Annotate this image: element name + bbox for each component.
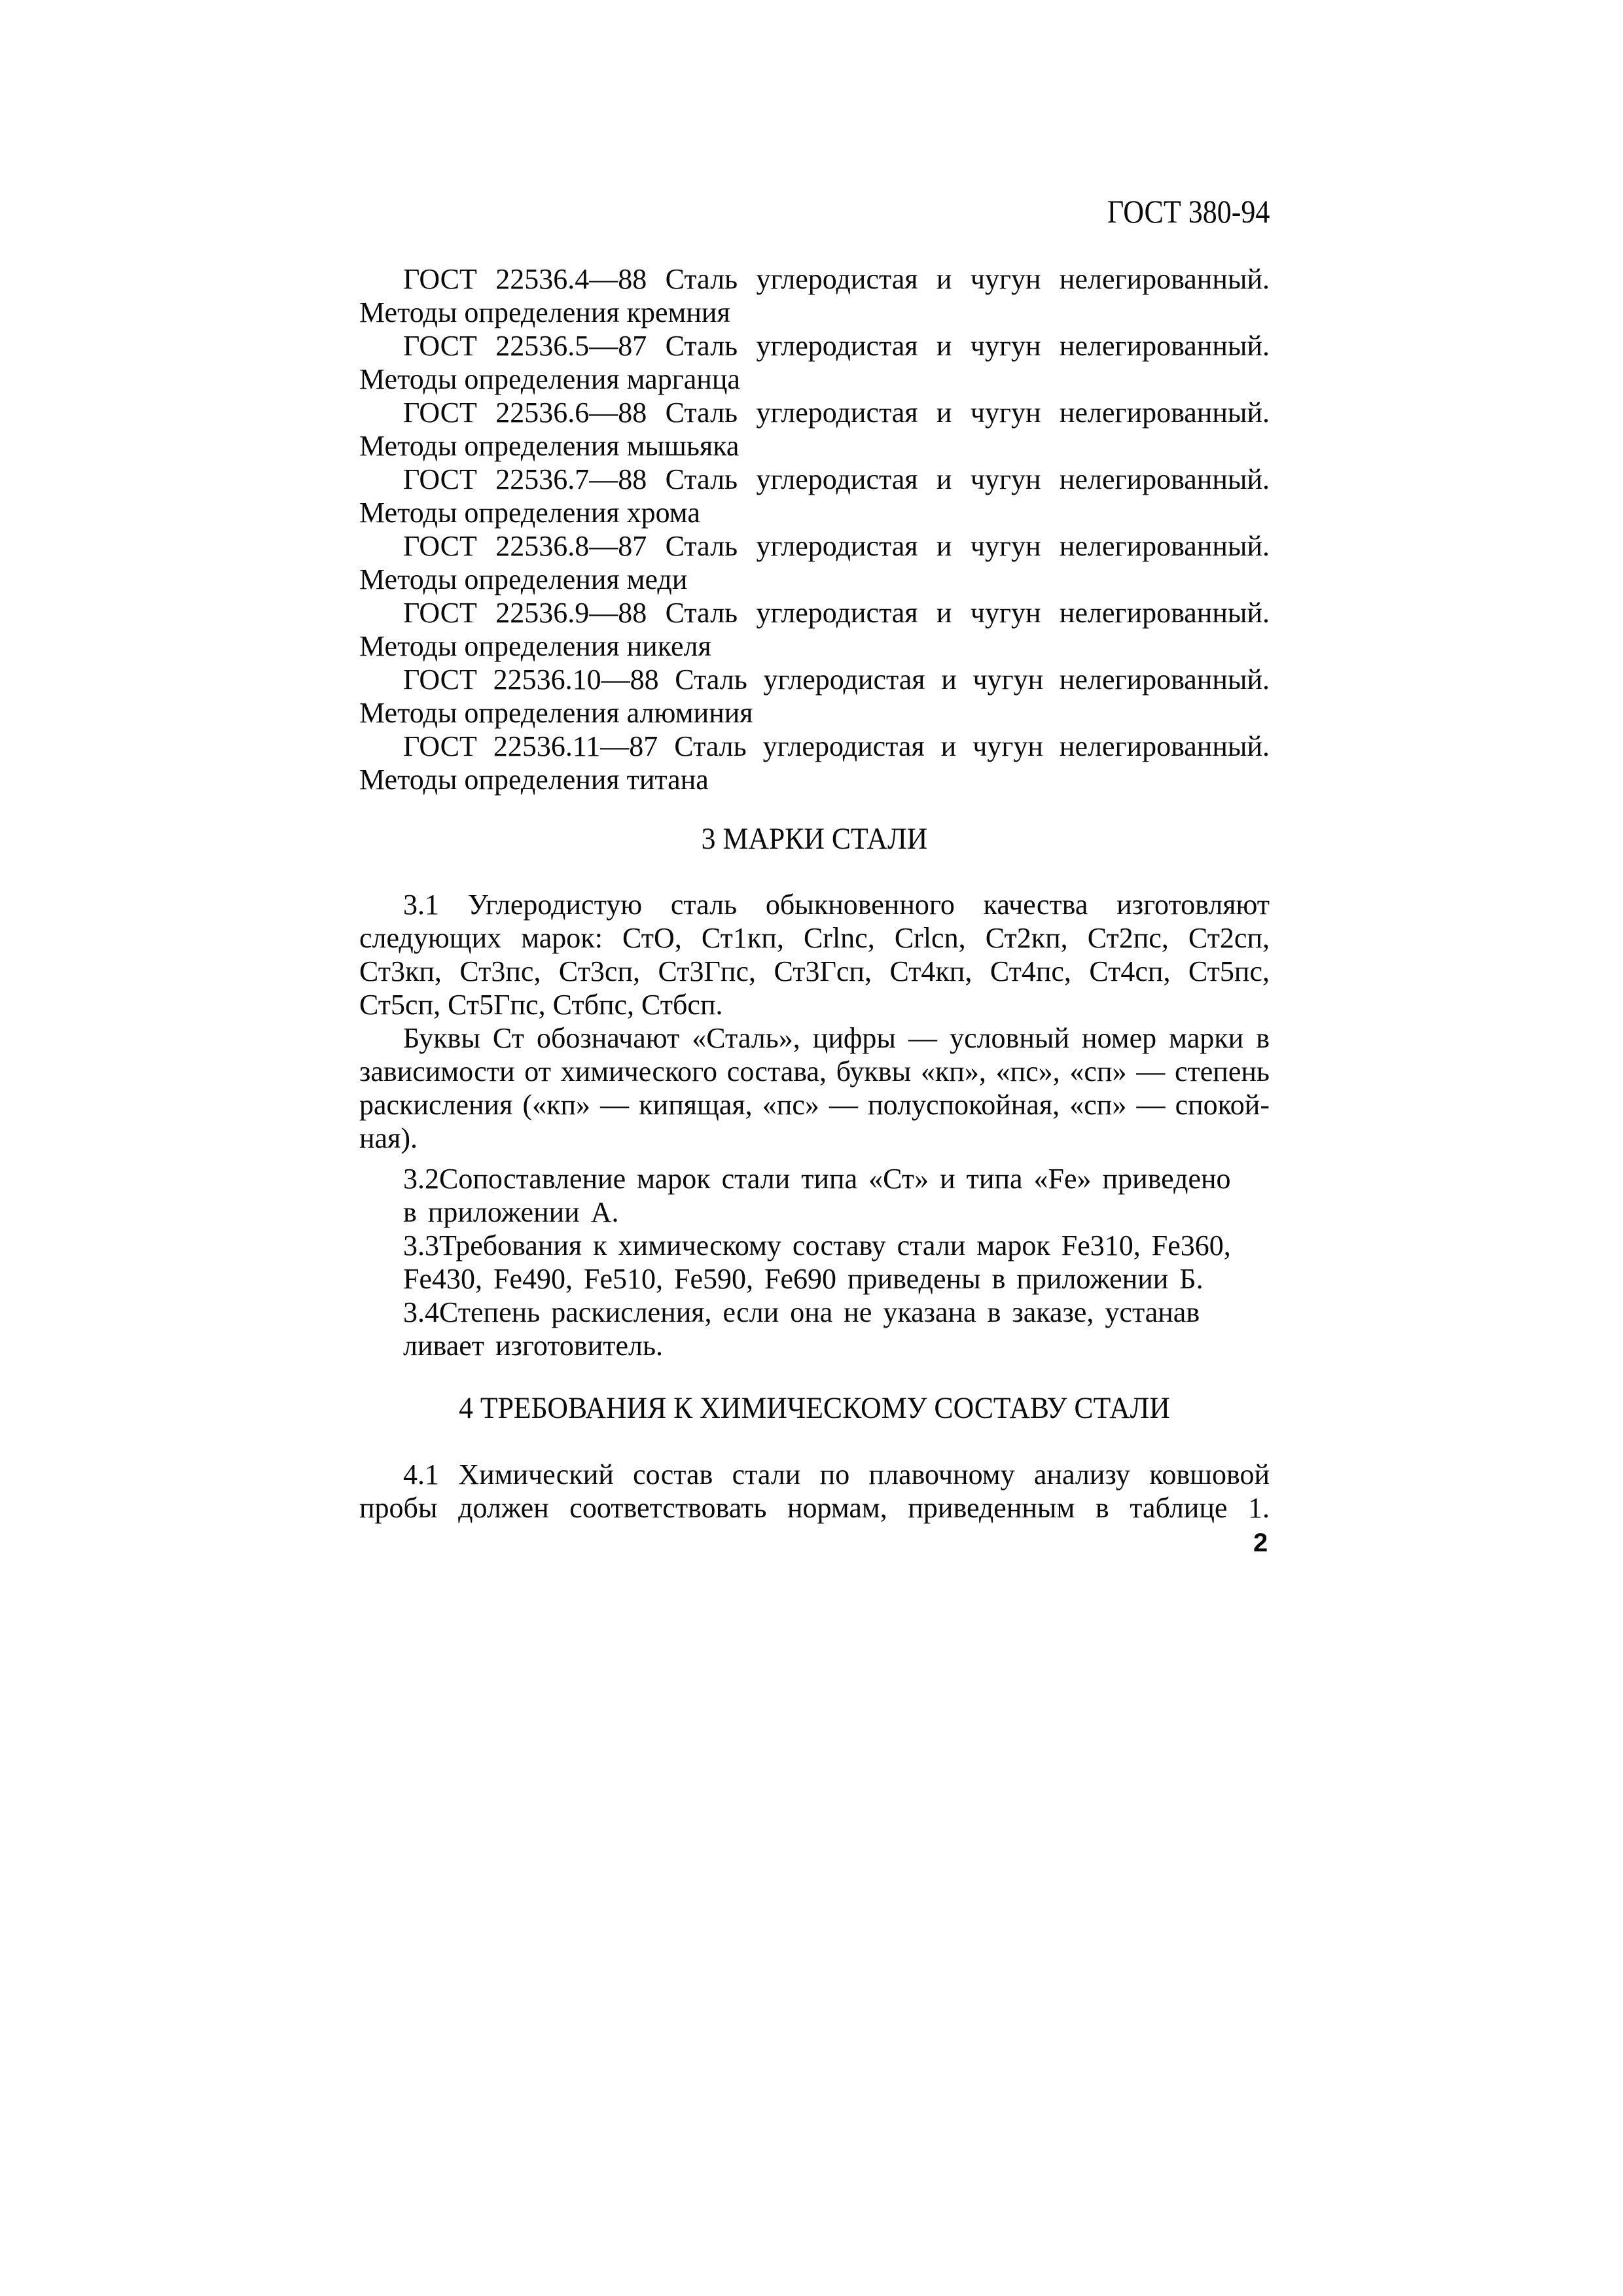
paragraph-line: 3.3Требования к химическому составу стали марок Fe310, Fe360, [403,1229,1231,1262]
paragraph-line: зависимости от химического состава, буквы «кп», «пс», «сп» — степень [359,1055,1270,1087]
reference-line: ГОСТ 22536.11—87 Сталь углеродистая и чугун нелегированный. [403,730,1270,762]
paragraph-line: 3.4Степень раскисления, если она не указана в заказе, устанав [403,1296,1200,1328]
reference-line: ГОСТ 22536.8—87 Сталь углеродистая и чугун нелегированный. [403,530,1270,562]
paragraph-line: 3.1 Углеродистую сталь обыкновенного качества изготовляют [403,889,1270,921]
reference-continuation-line: Методы определения никеля [359,630,711,662]
normative-references-list [359,262,1270,796]
section-3-1-paragraphs [359,888,1270,1155]
reference-line: ГОСТ 22536.4—88 Сталь углеродистая и чугун нелегированный. [403,263,1270,295]
reference-continuation-line: Методы определения меди [359,563,688,595]
reference-continuation-line: Методы определения алюминия [359,697,753,729]
reference-continuation-line: Методы определения хрома [359,497,700,529]
paragraph-line: Ст3кп, Ст3пс, Ст3сп, Ст3Гпс, Ст3Гсп, Ст4кп, Ст4пс, Ст4сп, Ст5пс, [359,955,1270,987]
paragraph-line: раскисления («кп» — кипящая, «пс» — полуспокойная, «сп» — спокой- [359,1089,1270,1121]
paragraph-line: Fe430, Fe490, Fe510, Fe590, Fe690 приведены в приложении Б. [403,1263,1204,1295]
page-number: 2 [1253,1528,1268,1557]
section-4-heading: 4 ТРЕБОВАНИЯ К ХИМИЧЕСКОМУ СОСТАВУ СТАЛИ [459,1391,1170,1425]
reference-continuation-line: Методы определения мышьяка [359,430,740,462]
paragraph-line: следующих марок: СтО, Ст1кп, Crlnc, Crlcn, Ст2кп, Ст2пс, Ст2сп, [359,922,1270,954]
paragraph-line: 4.1 Химический состав стали по плавочному анализу ковшовой [403,1458,1270,1491]
running-header-doc-code: ГОСТ 380-94 [1107,193,1270,230]
paragraph-line: ная). [359,1122,418,1154]
paragraph-line: Ст5сп, Ст5Гпс, Стбпс, Стбсп. [359,989,723,1021]
reference-continuation-line: Методы определения кремния [359,296,730,328]
paragraph-line: пробы должен соответствовать нормам, приведенным в таблице 1. [359,1492,1270,1524]
reference-line: ГОСТ 22536.7—88 Сталь углеродистая и чугун нелегированный. [403,463,1270,495]
reference-line: ГОСТ 22536.5—87 Сталь углеродистая и чугун нелегированный. [403,330,1270,362]
reference-line: ГОСТ 22536.9—88 Сталь углеродистая и чугун нелегированный. [403,597,1270,629]
reference-continuation-line: Методы определения марганца [359,363,740,395]
section-3-heading: 3 МАРКИ СТАЛИ [701,822,928,856]
reference-line: ГОСТ 22536.10—88 Сталь углеродистая и чугун нелегированный. [403,663,1270,696]
section-3-2-to-3-4-paragraphs [403,1162,1270,1362]
section-4-1-paragraph [359,1458,1270,1525]
paragraph-line: ливает изготовитель. [403,1330,664,1362]
paragraph-line: Буквы Ст обозначают «Сталь», цифры — условный номер марки в [403,1022,1270,1054]
reference-continuation-line: Методы определения титана [359,764,709,796]
paragraph-line: 3.2Сопоставление марок стали типа «Ст» и типа «Fe» приведено [403,1163,1231,1195]
reference-line: ГОСТ 22536.6—88 Сталь углеродистая и чугун нелегированный. [403,397,1270,429]
paragraph-line: в приложении А. [403,1196,619,1228]
